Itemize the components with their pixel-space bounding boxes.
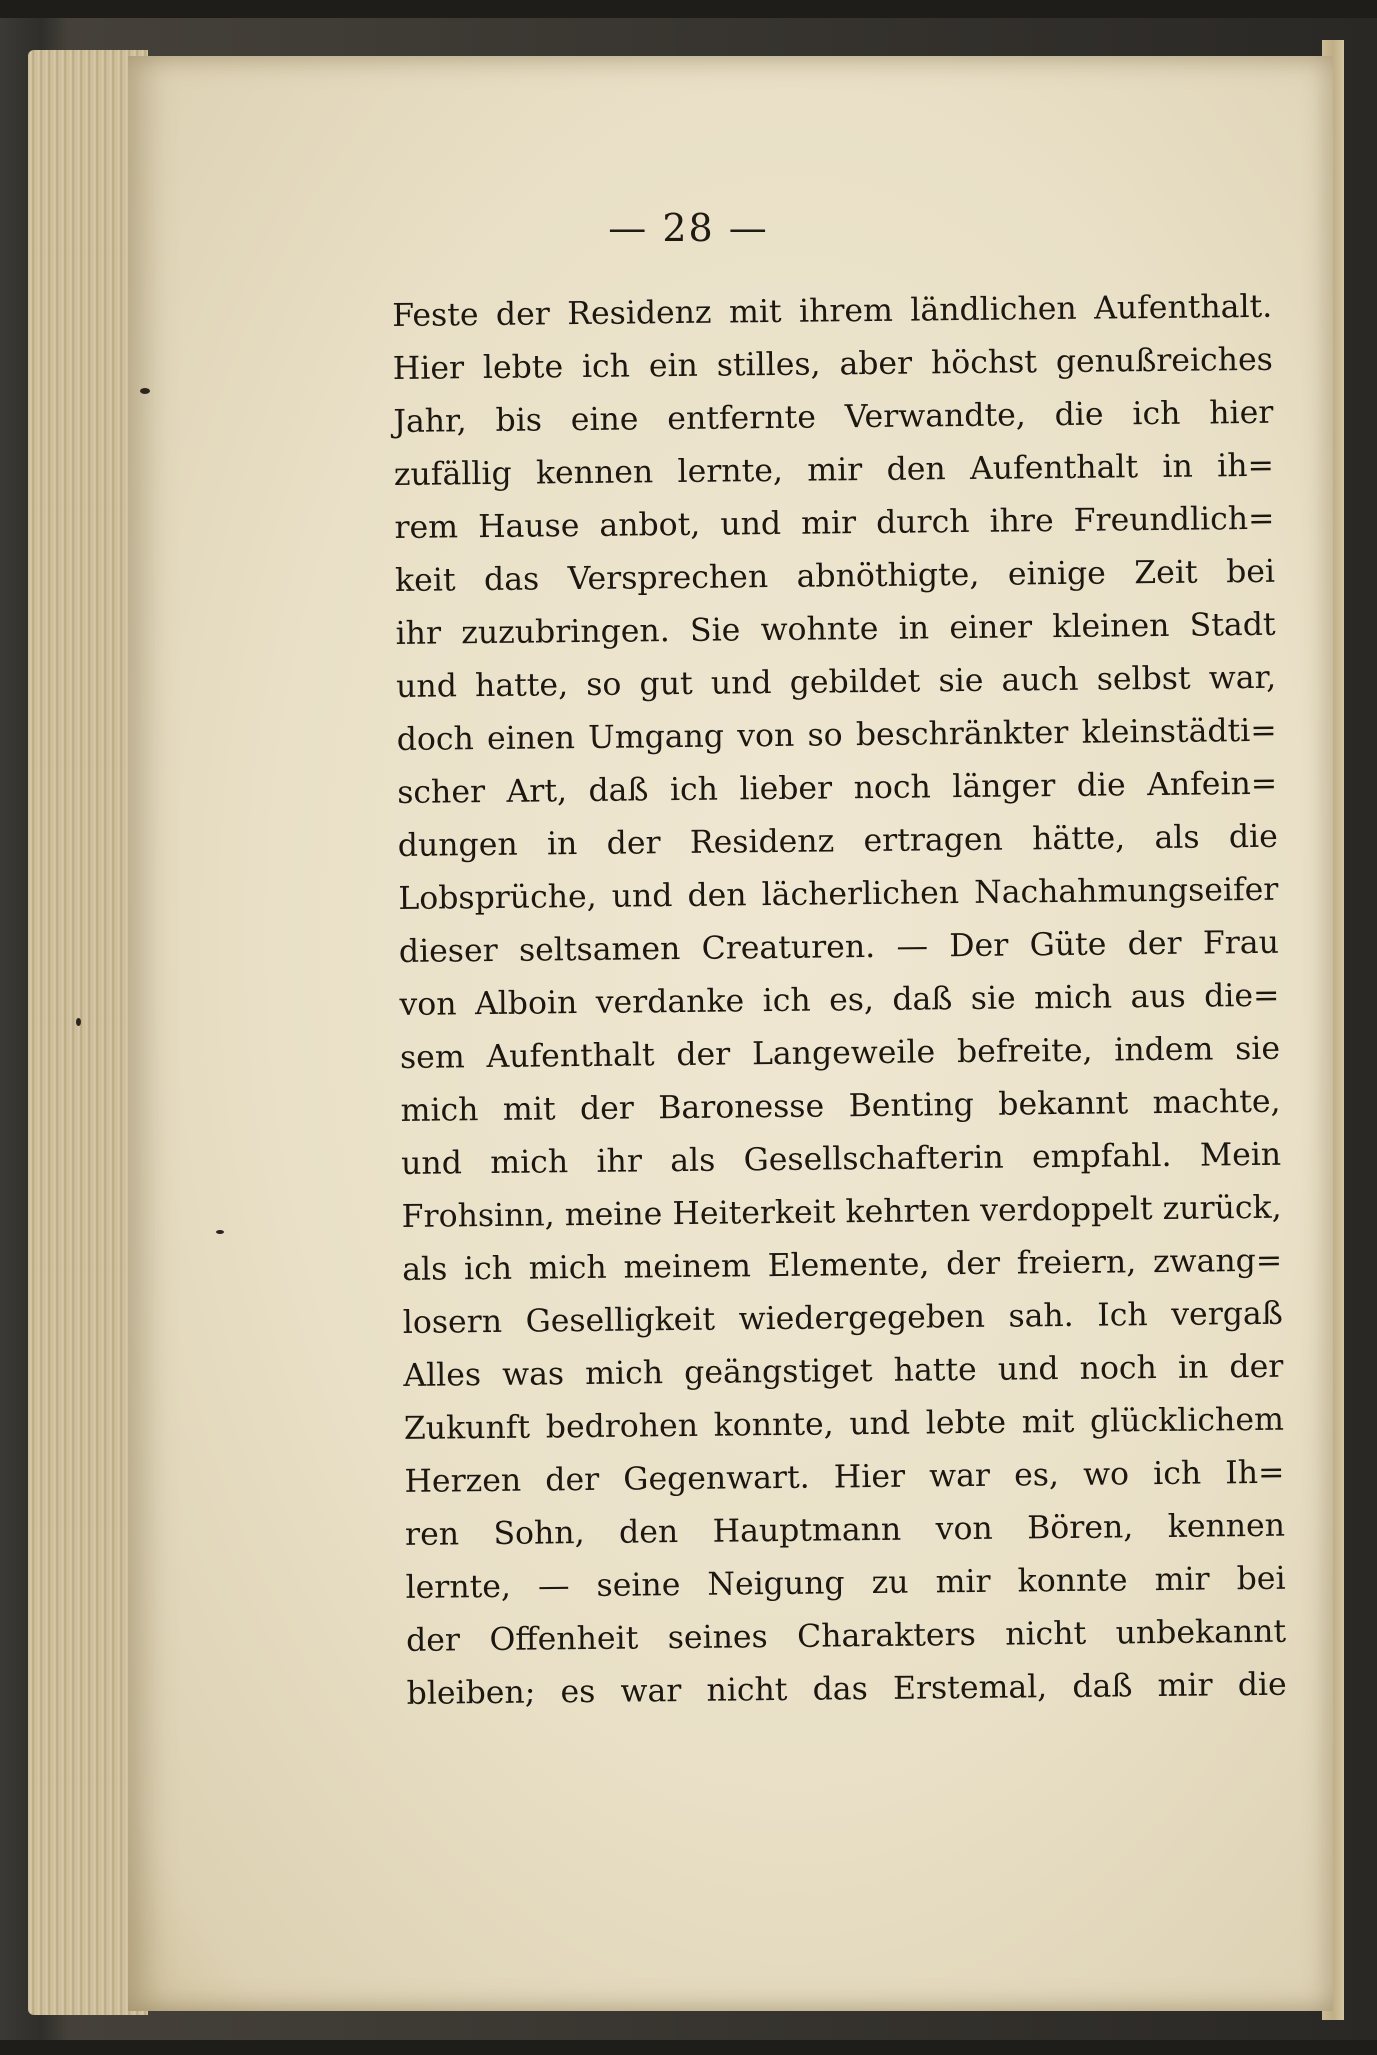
text-line: losern Geselligkeit wiedergegeben sah. Ich vergaß: [402, 1295, 1283, 1341]
text-line: der Offenheit seines Charakters nicht unbekannt: [405, 1613, 1287, 1659]
ink-speck: [140, 388, 150, 394]
text-line: Herzen der Gegenwart. Hier war es, wo ich Ih=: [404, 1454, 1285, 1500]
text-line: lernte, — seine Neigung zu mir konnte mir bei: [405, 1560, 1286, 1606]
ink-speck: [76, 1018, 81, 1026]
text-line: zufällig kennen lernte, mir den Aufenthalt in ih=: [393, 447, 1275, 493]
text-line: bleiben; es war nicht das Erstemal, daß mir die: [406, 1666, 1287, 1712]
text-line: und hatte, so gut und gebildet sie auch selbst war,: [395, 659, 1277, 705]
text-line: als ich mich meinem Elemente, der freiern, zwang=: [402, 1242, 1283, 1288]
text-line: Frohsinn, meine Heiterkeit kehrten verdoppelt zurück,: [401, 1189, 1282, 1235]
text-line: und mich ihr als Gesellschafterin empfahl. Mein: [400, 1136, 1282, 1182]
text-line: mich mit der Baronesse Benting bekannt machte,: [400, 1083, 1281, 1129]
text-line: Lobsprüche, und den lächerlichen Nachahmungseifer: [398, 871, 1279, 917]
text-line: von Alboin verdanke ich es, daß sie mich aus die=: [399, 977, 1280, 1023]
text-line: doch einen Umgang von so beschränkter kleinstädti=: [396, 712, 1277, 758]
text-line: Jahr, bis eine entfernte Verwandte, die ich hier: [393, 394, 1274, 440]
text-line: ren Sohn, den Hauptmann von Bören, kennen: [404, 1507, 1286, 1553]
text-line: keit das Versprechen abnöthigte, einige Zeit bei: [394, 553, 1276, 599]
text-line: scher Art, daß ich lieber noch länger die Anfein=: [397, 765, 1278, 811]
text-line: sem Aufenthalt der Langeweile befreite, indem sie: [399, 1030, 1281, 1076]
text-line: Hier lebte ich ein stilles, aber höchst genußreiches: [392, 341, 1273, 387]
page-number: — 28 —: [608, 206, 769, 250]
text-line: Alles was mich geängstiget hatte und noch in der: [403, 1348, 1284, 1394]
ink-speck: [216, 1230, 224, 1234]
text-line: Feste der Residenz mit ihrem ländlichen Aufenthalt.: [392, 288, 1273, 334]
text-line: Zukunft bedrohen konnte, und lebte mit glücklichem: [403, 1401, 1285, 1447]
text-line: rem Hause anbot, und mir durch ihre Freundlich=: [394, 500, 1275, 546]
body-text: [392, 281, 1287, 1721]
text-line: dungen in der Residenz ertragen hätte, als die: [397, 818, 1278, 864]
text-line: dieser seltsamen Creaturen. — Der Güte der Frau: [398, 924, 1280, 970]
text-line: ihr zuzubringen. Sie wohnte in einer kleinen Stadt: [395, 606, 1276, 652]
